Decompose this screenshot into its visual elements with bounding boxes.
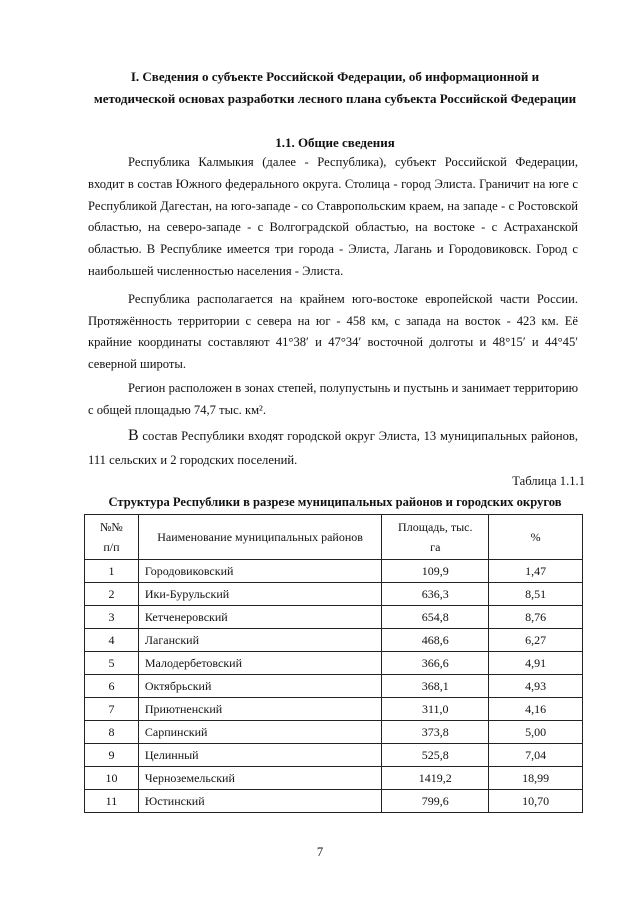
table-row <box>85 560 583 583</box>
cell-percent: 6,27 <box>489 629 583 652</box>
cell-number: 4 <box>85 629 139 652</box>
table-row <box>85 790 583 813</box>
header-number-line2: п/п <box>103 540 120 554</box>
paragraph-territory: Регион расположен в зонах степей, полупустынь и пустынь и занимает территорию с общей площадью 74,7 тыс. км². <box>88 381 578 417</box>
districts-table <box>84 514 583 813</box>
paragraph-structure-rest: состав Республики входят городской округ Элиста, 13 муниципальных районов, 111 сельских и 2 городских поселений. <box>88 429 578 467</box>
table-label: Таблица 1.1.1 <box>512 474 585 488</box>
cell-district-name: Черноземельский <box>138 767 381 790</box>
cell-district-name: Кетченеровский <box>138 606 381 629</box>
cell-area: 525,8 <box>382 744 489 767</box>
cell-number: 7 <box>85 698 139 721</box>
table-body <box>85 560 583 813</box>
table-row <box>85 583 583 606</box>
cell-area: 799,6 <box>382 790 489 813</box>
page-number: 7 <box>316 845 324 859</box>
table-row <box>85 744 583 767</box>
header-area <box>382 515 489 560</box>
table-header-row <box>85 515 583 560</box>
section-heading <box>80 66 590 110</box>
cell-district-name: Сарпинский <box>138 721 381 744</box>
cell-district-name: Лаганский <box>138 629 381 652</box>
cell-district-name: Малодербетовский <box>138 652 381 675</box>
cell-district-name: Приютненский <box>138 698 381 721</box>
cell-number: 10 <box>85 767 139 790</box>
cell-district-name: Октябрьский <box>138 675 381 698</box>
table-row <box>85 606 583 629</box>
paragraph-structure <box>88 424 578 472</box>
cell-percent: 4,91 <box>489 652 583 675</box>
cell-number: 11 <box>85 790 139 813</box>
cell-number: 8 <box>85 721 139 744</box>
cell-district-name: Городовиковский <box>138 560 381 583</box>
paragraph-structure-first-word: В <box>128 427 139 444</box>
header-number <box>85 515 139 560</box>
table-caption: Структура Республики в разрезе муниципальных районов и городских округов <box>108 495 562 509</box>
cell-number: 5 <box>85 652 139 675</box>
table-row <box>85 629 583 652</box>
cell-area: 109,9 <box>382 560 489 583</box>
header-area-line2: га <box>430 540 441 554</box>
cell-percent: 7,04 <box>489 744 583 767</box>
header-percent: % <box>489 515 583 560</box>
cell-area: 311,0 <box>382 698 489 721</box>
header-number-line1: №№ <box>99 520 123 534</box>
cell-area: 636,3 <box>382 583 489 606</box>
cell-number: 3 <box>85 606 139 629</box>
cell-number: 1 <box>85 560 139 583</box>
cell-percent: 1,47 <box>489 560 583 583</box>
table-row <box>85 698 583 721</box>
table-row <box>85 767 583 790</box>
cell-area: 368,1 <box>382 675 489 698</box>
cell-area: 1419,2 <box>382 767 489 790</box>
cell-percent: 8,76 <box>489 606 583 629</box>
cell-district-name: Целинный <box>138 744 381 767</box>
cell-percent: 8,51 <box>489 583 583 606</box>
table-row <box>85 675 583 698</box>
cell-district-name: Юстинский <box>138 790 381 813</box>
table-row <box>85 721 583 744</box>
cell-percent: 4,16 <box>489 698 583 721</box>
section-heading-line1: I. Сведения о субъекте Российской Федерации, об информационной и <box>130 69 540 84</box>
header-area-line1: Площадь, тыс. <box>398 520 473 534</box>
cell-district-name: Ики-Бурульский <box>138 583 381 606</box>
section-heading-line2: методической основах разработки лесного плана субъекта Российской Федерации <box>93 91 577 106</box>
cell-percent: 4,93 <box>489 675 583 698</box>
cell-area: 366,6 <box>382 652 489 675</box>
cell-number: 9 <box>85 744 139 767</box>
cell-area: 468,6 <box>382 629 489 652</box>
cell-area: 654,8 <box>382 606 489 629</box>
cell-percent: 5,00 <box>489 721 583 744</box>
subsection-title: 1.1. Общие сведения <box>275 135 395 150</box>
cell-area: 373,8 <box>382 721 489 744</box>
cell-number: 2 <box>85 583 139 606</box>
table-row <box>85 652 583 675</box>
paragraph-general-info: Республика Калмыкия (далее - Республика), субъект Российской Федерации, входит в состав Южного федерального округа. Столица - город Элиста. Граничит на юге с Республикой Дагестан, на юго-западе - со Ставропольским краем, на западе - с Ростовской областью, на северо-западе - с Волгоградской областью, на востоке - с Астраханской областью. В Республике имеется три города - Элиста, Лагань и Городовиковск. Город с наибольшей численностью населения - Элиста. <box>88 155 578 278</box>
cell-percent: 18,99 <box>489 767 583 790</box>
cell-number: 6 <box>85 675 139 698</box>
header-name: Наименование муниципальных районов <box>138 515 381 560</box>
cell-percent: 10,70 <box>489 790 583 813</box>
paragraph-location: Республика располагается на крайнем юго-востоке европейской части России. Протяжённость территории с севера на юг - 458 км, с запада на восток - 423 км. Её крайние координаты составляют 41°38′ и 47°34′ восточной долготы и 48°15′ и 44°45′ северной широты. <box>88 292 578 371</box>
